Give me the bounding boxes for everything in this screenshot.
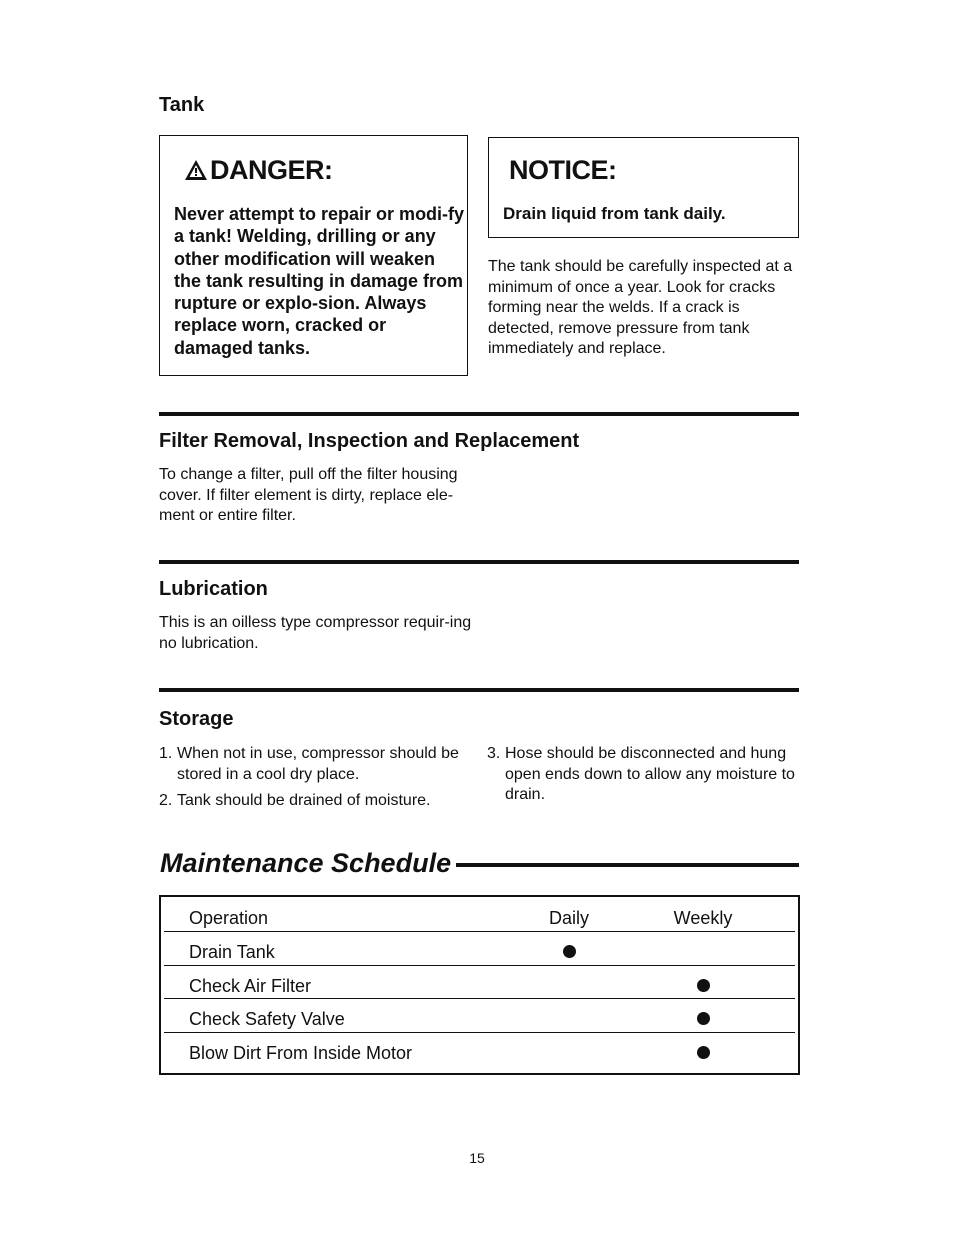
- list-item-text: When not in use, compressor should be stored in a cool dry place.: [177, 745, 459, 783]
- list-item-number: 3.: [487, 745, 501, 762]
- lubrication-title: Lubrication: [159, 578, 268, 600]
- notice-box: [488, 137, 799, 238]
- maintenance-schedule-table: [159, 895, 800, 1075]
- tank-title: Tank: [159, 94, 205, 116]
- column-header-daily: Daily: [548, 908, 589, 928]
- list-item-number: 2.: [159, 792, 173, 809]
- section-divider: [159, 560, 799, 564]
- section-divider: [159, 688, 799, 692]
- storage-list-left: [159, 744, 474, 812]
- row-operation: Blow Dirt From Inside Motor: [189, 1043, 413, 1063]
- daily-cell: [547, 941, 591, 963]
- table-row: [164, 1032, 795, 1066]
- tank-inspection-text: The tank should be carefully inspected at a minimum of once a year. Look for cracks forming near the welds. If a crack is detected, remove pressure from tank immediately and replace.: [488, 258, 793, 357]
- weekly-cell: [664, 1008, 742, 1030]
- danger-box: [159, 135, 468, 376]
- warning-triangle-icon: [184, 159, 208, 181]
- check-dot-icon: [563, 945, 576, 958]
- danger-heading-text: DANGER:: [210, 155, 333, 185]
- check-dot-icon: [697, 1012, 710, 1025]
- table-header-row: [164, 897, 795, 932]
- table-row: [164, 965, 795, 1000]
- table-row: [164, 998, 795, 1033]
- filter-text: To change a filter, pull off the filter housing cover. If filter element is dirty, replace ele-ment or entire filter.: [159, 466, 458, 524]
- column-header-weekly: Weekly: [673, 908, 733, 928]
- list-item-text: Tank should be drained of moisture.: [177, 792, 431, 809]
- danger-text: Never attempt to repair or modi-fy a tank! Welding, drilling or any other modification will weaken the tank resulting in damage from rupture or explo-sion. Always replace worn, cracked or damaged tanks.: [174, 204, 465, 358]
- row-operation: Check Air Filter: [189, 975, 312, 996]
- weekly-cell: [664, 1042, 742, 1064]
- check-dot-icon: [697, 1046, 710, 1059]
- lubrication-text: This is an oilless type compressor requir-ing no lubrication.: [159, 614, 472, 652]
- notice-heading: NOTICE:: [509, 155, 617, 185]
- danger-heading: [184, 154, 333, 186]
- filter-title: Filter Removal, Inspection and Replacement: [159, 430, 580, 452]
- list-item: [159, 791, 474, 812]
- row-operation: Drain Tank: [189, 942, 275, 962]
- storage-list-right: [487, 744, 800, 806]
- title-rule: [456, 863, 799, 867]
- check-dot-icon: [697, 979, 710, 992]
- notice-text: Drain liquid from tank daily.: [503, 204, 726, 223]
- maintenance-schedule-title: Maintenance Schedule: [160, 848, 452, 878]
- column-header-operation: Operation: [189, 908, 269, 928]
- table-row: [164, 931, 795, 966]
- list-item-number: 1.: [159, 745, 173, 762]
- weekly-cell: [664, 975, 742, 997]
- row-operation: Check Safety Valve: [189, 1009, 345, 1029]
- section-divider: [159, 412, 799, 416]
- storage-title: Storage: [159, 708, 234, 730]
- list-item-text: Hose should be disconnected and hung open ends down to allow any moisture to drain.: [505, 745, 795, 803]
- list-item: [487, 744, 800, 806]
- list-item: [159, 744, 474, 785]
- page-number: 15: [469, 1150, 485, 1166]
